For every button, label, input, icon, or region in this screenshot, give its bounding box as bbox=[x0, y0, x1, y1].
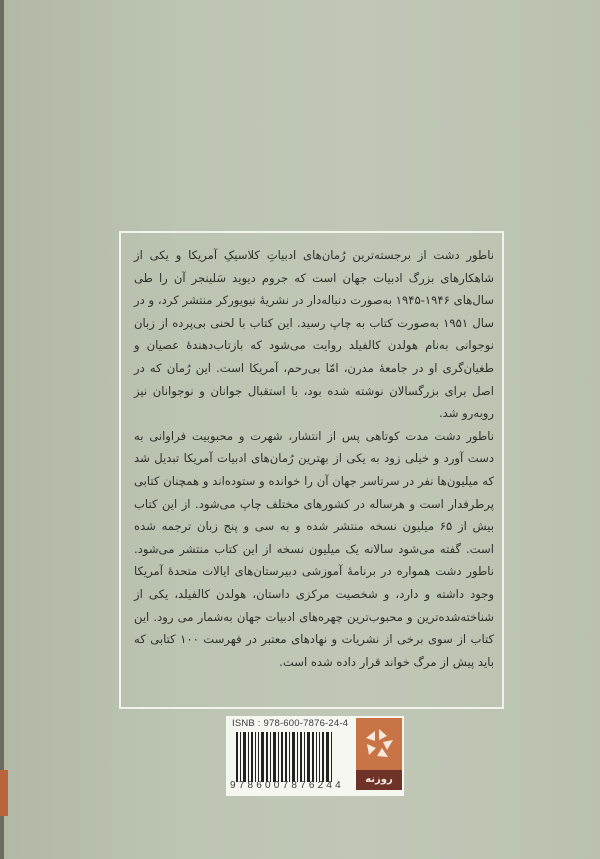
spine-edge bbox=[0, 0, 4, 859]
publisher-name: روزنه bbox=[356, 770, 402, 790]
publisher-logo bbox=[356, 718, 402, 790]
spine-color-tab bbox=[0, 770, 8, 816]
blurb-paragraph-2: ناطور دشت مدت کوتاهی پس از انتشار، شهرت و محبوبیت فراوانی به دست آورد و خیلی زود به یکی از بهترین رُمان‌های ادبیات آمریکا تبدیل شد که میلیون‌ها نفر در سرتاسر جهان آن را خوانده و ستوده‌اند و همچنان کتابی پرطرفدار است و هرساله در کشورهای مختلف چاپ می‌شود. از این کتاب بیش از ۶۵ میلیون نسخه منتشر شده و به سی و پنج زبان ترجمه شده است. گفته می‌شود سالانه یک میلیون نسخه از این کتاب منتشر می‌شود. ناطور دشت همواره در برنامهٔ آموزشی دبیرستان‌های ایالات متحدهٔ آمریکا وجود داشته و دارد، و شخصیت مرکزی داستان، هولدن کالفیلد، یکی از شناخته‌شده‌ترین و محبوب‌ترین چهره‌های ادبیات جهان به‌شمار می رود. این کتاب از سوی برخی از نشریات و نهادهای معتبر در فهرست ۱۰۰ کتابی که باید پیش از مرگ خواند قرار داده شده است. bbox=[134, 428, 495, 669]
aperture-icon bbox=[356, 718, 402, 770]
isbn-label: ISNB : 978-600-7876-24-4 bbox=[232, 718, 349, 729]
blurb-paragraph-1: ناطور دشت از برجسته‌ترین رُمان‌های ادبیاتِ کلاسیکِ آمریکا و یکی از شاهکارهای بزرگ ادبیات جهان است که جروم دیوید سَلینجر آن را طی سال‌های ۱۹۴۶-۱۹۴۵ به‌صورت دنباله‌دار در نشریهٔ نیویورکر منتشر کرد، و در سال ۱۹۵۱ به‌صورت کتاب به چاپ رسید. این کتاب با لحنی بی‌پرده از زبان نوجوانی به‌نام هولدن کالفیلد روایت می‌شود که بازتاب‌دهندهٔ عصیان و طغیان‌گری او در جامعهٔ مدرن، امّا بی‌رحم، آمریکا است. این رُمان که در اصل برای بزرگسالان نوشته شده بود، با استقبال جوانان و نوجوانان نیز روبه‌رو شد. bbox=[134, 248, 495, 421]
barcode bbox=[236, 732, 348, 782]
barcode-digits: 9786007876244 bbox=[230, 780, 344, 791]
isbn-panel bbox=[226, 716, 404, 796]
blurb-text bbox=[134, 244, 494, 673]
